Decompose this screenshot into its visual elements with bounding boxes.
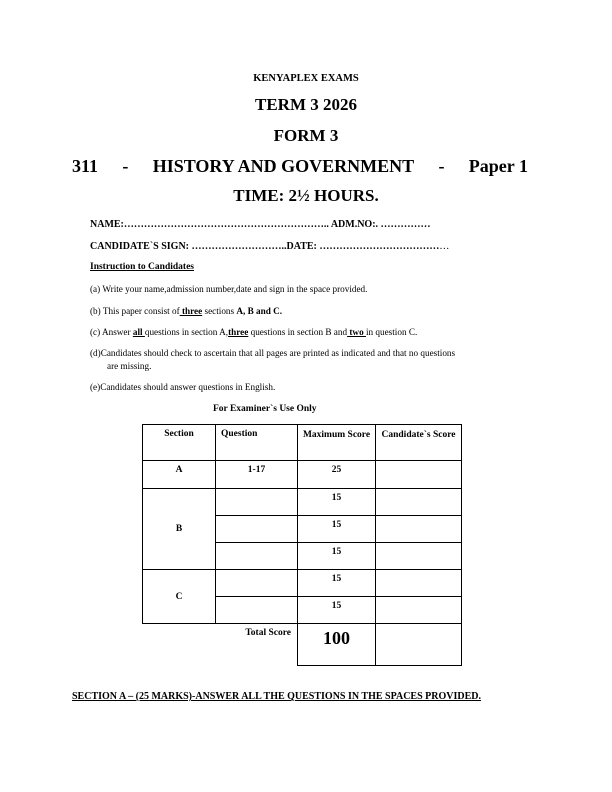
subject-code: 311 [72,156,99,176]
cell-candidate-score[interactable] [376,543,462,570]
cell-question[interactable] [216,570,298,597]
instruction-b-sections: A, B and C. [236,306,283,316]
sign-date-text: CANDIDATE`S SIGN: ………………………..DATE: ……………………………… [90,241,440,252]
empty-cell [143,624,216,666]
cell-section-c: C [143,570,216,624]
cell-candidate-score[interactable] [376,570,462,597]
cell-question[interactable] [216,516,298,543]
cell-max-b: 15 [298,516,376,543]
header-question: Question [216,425,298,461]
term-title: TERM 3 2026 [255,95,357,114]
cell-section-b: B [143,489,216,570]
instruction-d-line2: are missing. [107,361,152,371]
cell-question[interactable] [216,597,298,624]
instruction-b [90,306,282,316]
header-section: Section [143,425,216,461]
total-score-value: 100 [298,624,376,666]
cell-candidate-score[interactable] [376,461,462,489]
cell-max-b: 15 [298,543,376,570]
instruction-c [90,327,417,337]
subject-line [72,156,528,177]
table-row [143,461,462,489]
instruction-b-emph: three [179,306,203,316]
sign-date-tail: … [439,241,450,252]
header-max-score: Maximum Score [298,425,376,461]
exam-body-title: KENYAPLEX EXAMS [253,73,359,84]
instruction-b-text: sections [202,306,237,316]
cell-candidate-score[interactable] [376,516,462,543]
instruction-c-emph: two [347,327,366,337]
table-header-row [143,425,462,461]
instructions-heading: Instruction to Candidates [90,262,194,272]
header-candidate-score: Candidate`s Score [376,425,462,461]
instruction-c-text: (c) Answer [90,327,133,337]
cell-max-a: 25 [298,461,376,489]
instruction-a: (a) Write your name,admission number,date and sign in the space provided. [90,284,368,294]
instruction-c-text: questions in section B and [248,327,348,337]
cell-candidate-total[interactable] [376,624,462,666]
total-score-label: Total Score [245,628,291,638]
exam-duration: TIME: 2½ HOURS. [233,186,379,205]
subject-dash: - [122,156,129,176]
cell-candidate-score[interactable] [376,597,462,624]
instruction-b-text: (b) This paper consist of [90,306,180,316]
table-row [143,489,462,516]
instruction-c-emph: all [132,327,145,337]
sign-date-line [90,241,449,252]
cell-question[interactable] [216,543,298,570]
paper-number: Paper 1 [468,156,528,176]
table-row [143,570,462,597]
cell-max-c: 15 [298,570,376,597]
instruction-c-emph: three [228,327,249,337]
cell-candidate-score[interactable] [376,489,462,516]
name-admno-line: NAME:…………………………………………………….. ADM.NO:. …………… [90,219,431,230]
table-total-row [143,624,462,666]
examiner-score-table [142,424,462,666]
subject-name: HISTORY AND GOVERNMENT [152,156,415,176]
instruction-e: (e)Candidates should answer questions in English. [90,382,276,392]
instruction-d-line1: (d)Candidates should check to ascertain that all pages are printed as indicated and that no questions [90,348,456,358]
cell-question[interactable] [216,489,298,516]
cell-max-c: 15 [298,597,376,624]
cell-questions-a: 1-17 [216,461,298,489]
section-a-heading: SECTION A – (25 MARKS)-ANSWER ALL THE QUESTIONS IN THE SPACES PROVIDED. [72,691,481,702]
instruction-c-text: in question C. [365,327,418,337]
subject-dash: - [438,156,445,176]
instruction-c-text: questions in section A, [144,327,229,337]
examiner-table-caption: For Examiner`s Use Only [213,404,317,414]
cell-section-a: A [143,461,216,489]
form-title: FORM 3 [273,126,339,145]
cell-max-b: 15 [298,489,376,516]
